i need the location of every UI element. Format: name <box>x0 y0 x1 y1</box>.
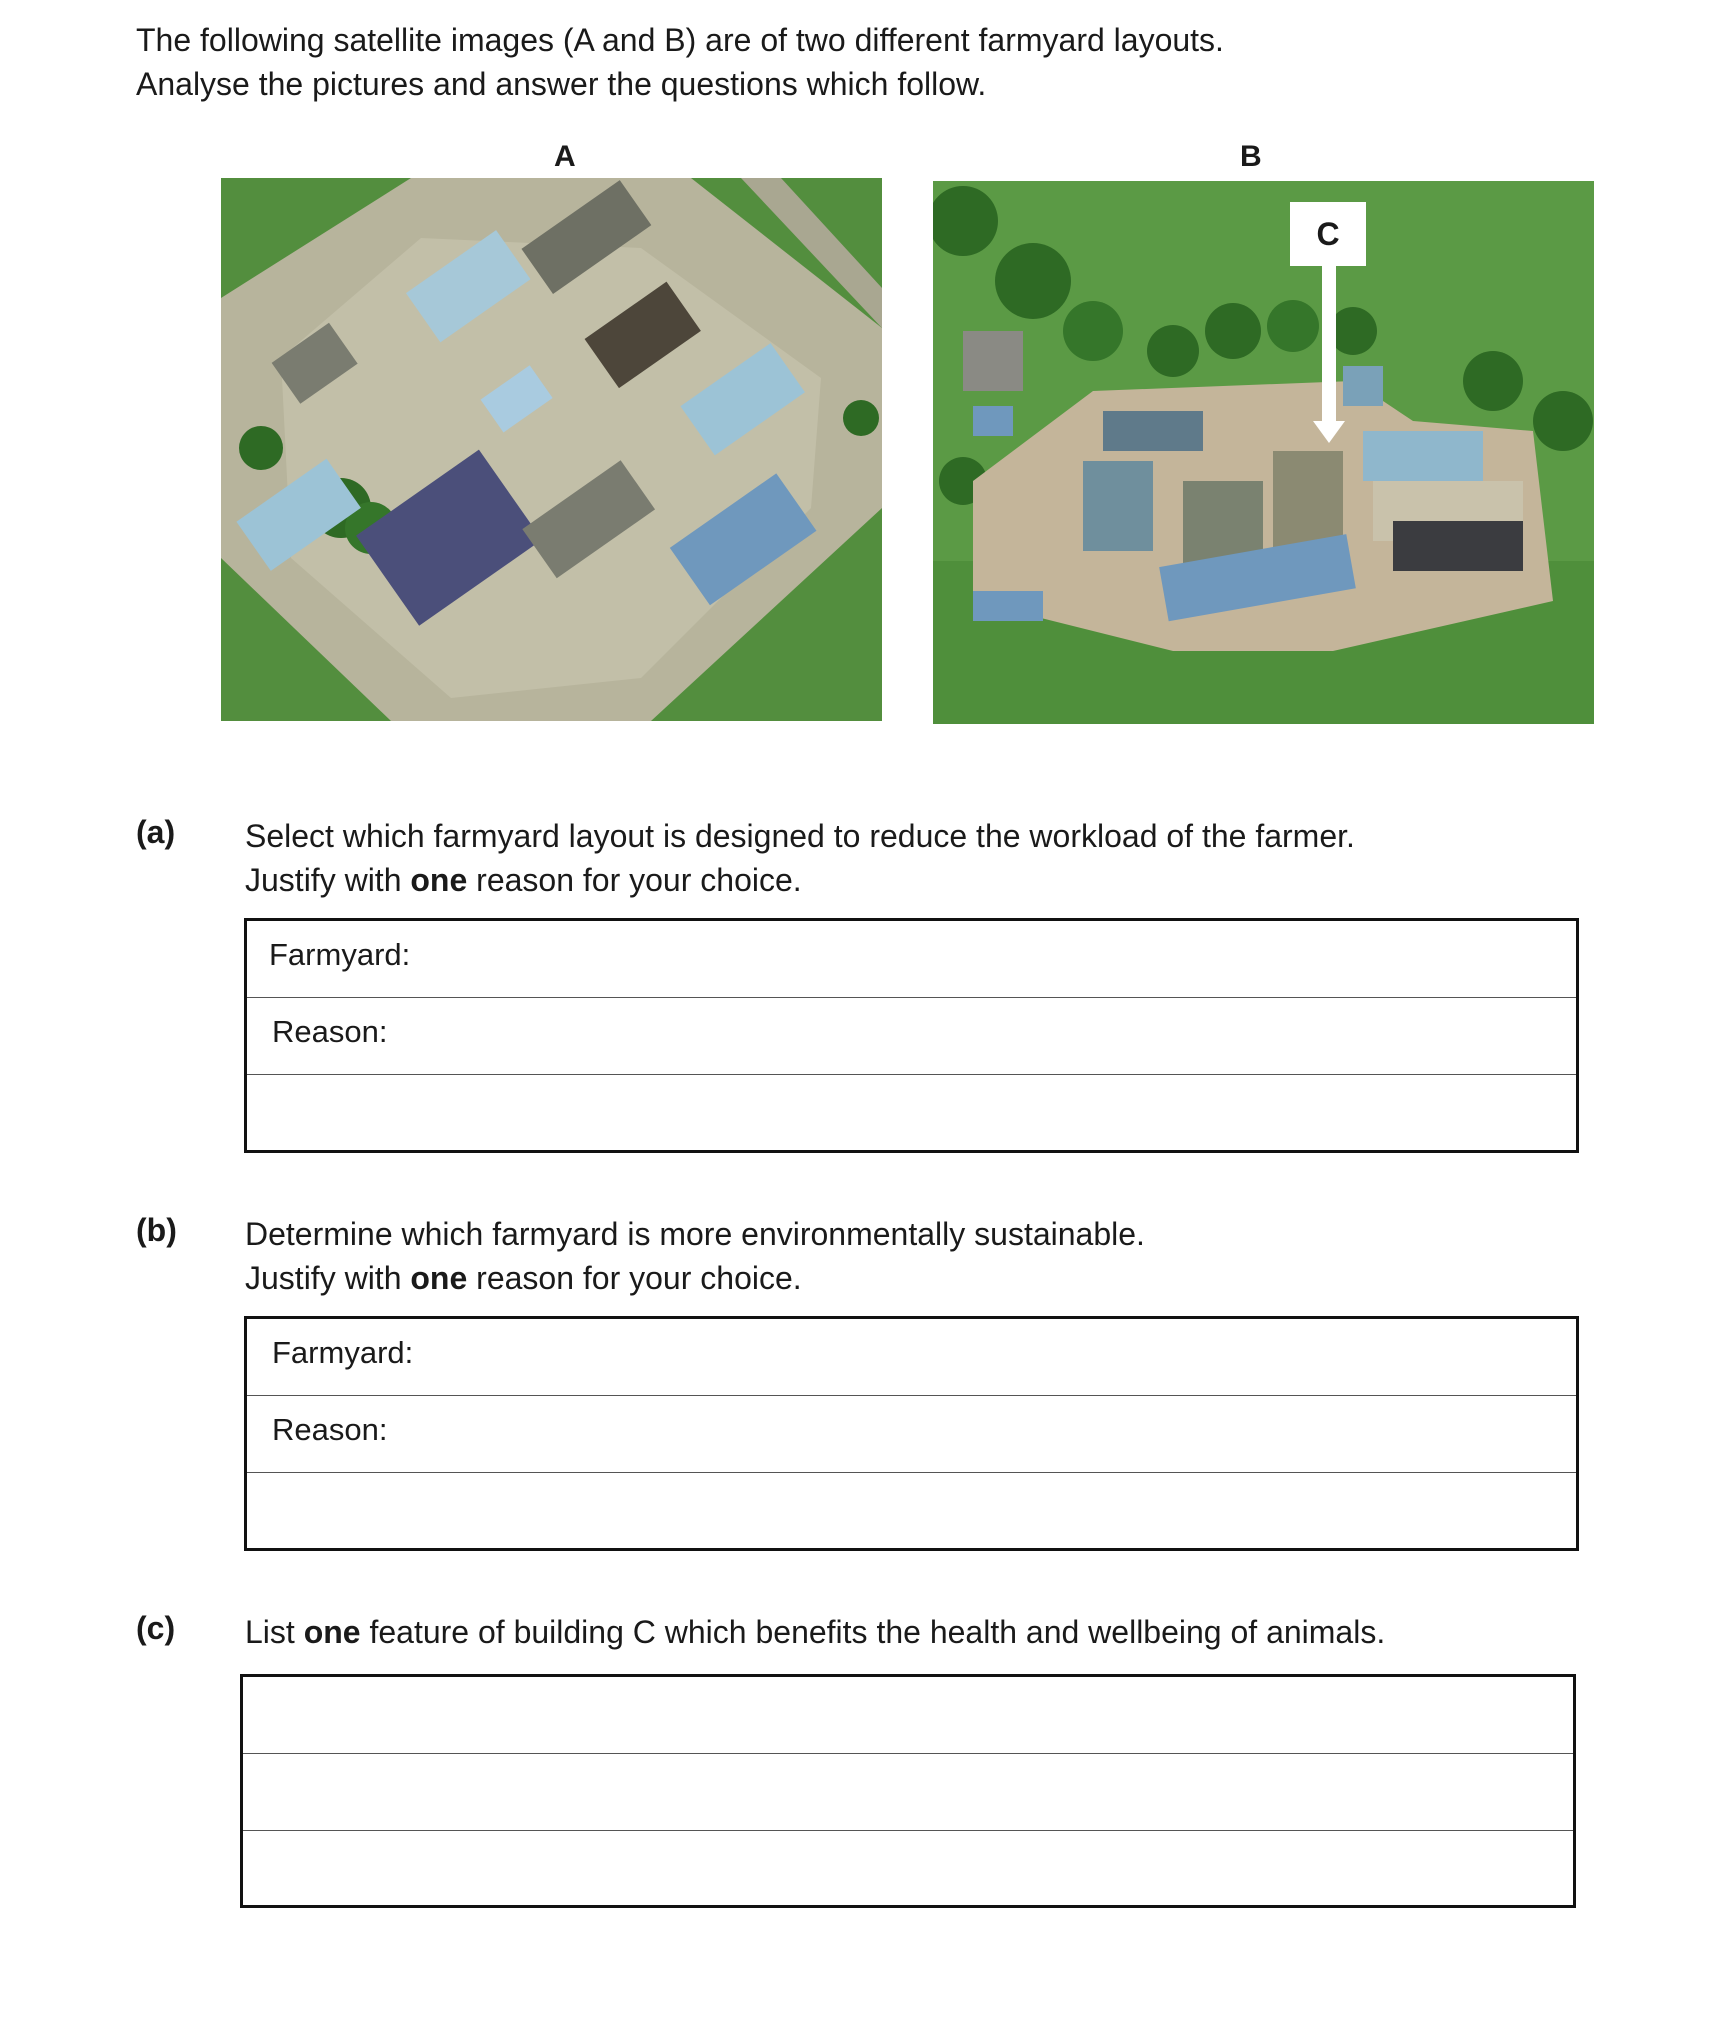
answer-b-blank-row[interactable] <box>247 1473 1576 1550</box>
image-b-label: B <box>1240 140 1262 173</box>
answer-b-farmyard-label: Farmyard: <box>272 1335 414 1370</box>
building-c-label: C <box>1290 202 1366 266</box>
satellite-image-a <box>221 178 882 721</box>
intro-text <box>136 18 1224 106</box>
question-b-line-2: Justify with one reason for your choice. <box>245 1260 802 1296</box>
question-a-line-2: Justify with one reason for your choice. <box>245 862 802 898</box>
answer-box-c[interactable] <box>240 1674 1576 1908</box>
answer-b-reason-row[interactable] <box>247 1396 1576 1473</box>
question-c-number: (c) <box>136 1610 176 1646</box>
question-a-line-1: Select which farmyard layout is designed to reduce the workload of the farmer. <box>245 818 1355 854</box>
answer-a-farmyard-row[interactable] <box>247 921 1576 998</box>
answer-b-reason-label: Reason: <box>272 1412 388 1447</box>
question-a-text <box>245 814 1355 902</box>
intro-line-2: Analyse the pictures and answer the questions which follow. <box>136 66 987 102</box>
answer-box-b[interactable] <box>244 1316 1579 1551</box>
answer-a-reason-row[interactable] <box>247 998 1576 1075</box>
question-b-text <box>245 1212 1145 1300</box>
question-b-number: (b) <box>136 1212 177 1248</box>
question-c-text <box>245 1610 1385 1654</box>
intro-line-1: The following satellite images (A and B) are of two different farmyard layouts. <box>136 22 1224 58</box>
answer-c-row-2[interactable] <box>243 1754 1573 1831</box>
answer-b-farmyard-row[interactable] <box>247 1319 1576 1396</box>
satellite-image-b <box>933 181 1594 724</box>
answer-box-a[interactable] <box>244 918 1579 1153</box>
question-a-number: (a) <box>136 814 176 850</box>
answer-a-blank-row[interactable] <box>247 1075 1576 1152</box>
answer-c-row-1[interactable] <box>243 1677 1573 1754</box>
image-a-label: A <box>554 140 576 173</box>
question-b-line-1: Determine which farmyard is more environmentally sustainable. <box>245 1216 1145 1252</box>
answer-a-farmyard-label: Farmyard: <box>269 937 411 972</box>
answer-a-reason-label: Reason: <box>272 1014 388 1049</box>
answer-c-row-3[interactable] <box>243 1831 1573 1908</box>
question-c-line-1: List one feature of building C which benefits the health and wellbeing of animals. <box>245 1614 1386 1650</box>
